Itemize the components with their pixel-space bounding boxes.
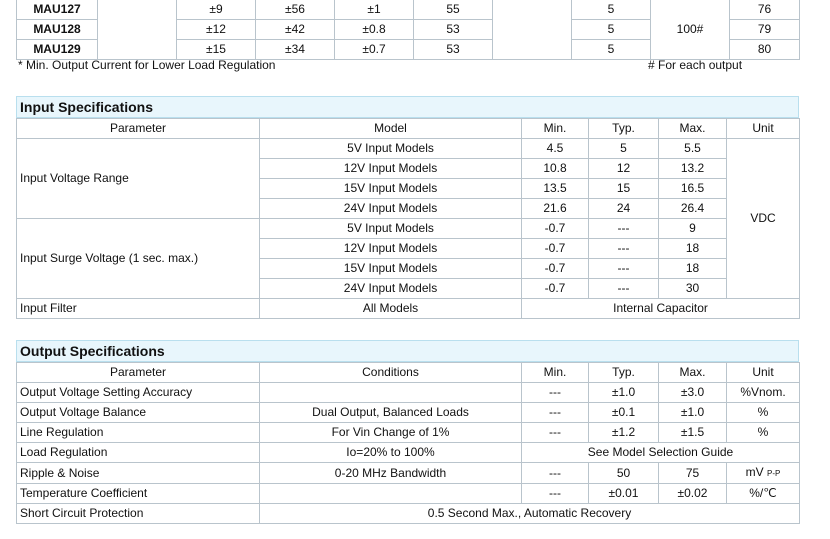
input-spec-table: [16, 118, 800, 319]
table-row: MAU128 ±12 ±42 ±0.8 53 5 79: [17, 20, 800, 40]
model-name: MAU128: [17, 20, 98, 40]
table-row: MAU129 ±15 ±34 ±0.7 53 5 80: [17, 40, 800, 60]
param-input-filter: Input Filter: [17, 299, 260, 319]
table-row: 12V Input Models -0.7 --- 18: [17, 239, 800, 259]
input-spec-title: Input Specifications: [16, 96, 799, 118]
model-table: [16, 0, 800, 60]
table-row: 24V Input Models -0.7 --- 30: [17, 279, 800, 299]
note-each-output: # For each output: [648, 58, 743, 72]
table-row: Input Filter All Models Internal Capacitor: [17, 299, 800, 319]
table-row: Load Regulation Io=20% to 100% See Model Selection Guide: [17, 443, 800, 463]
table-row: Output Voltage Balance Dual Output, Balanced Loads --- ±0.1 ±1.0 %: [17, 403, 800, 423]
table-row: Input Voltage Range 5V Input Models 4.5 5 5.5 VDC: [17, 139, 800, 159]
model-name: MAU127: [17, 0, 98, 20]
table-row: MAU127 ±9 ±56 ±1 55 5 100# 76: [17, 0, 800, 20]
table-row: 24V Input Models 21.6 24 26.4: [17, 199, 800, 219]
param-voltage-range: Input Voltage Range: [17, 139, 260, 219]
table-row: 15V Input Models -0.7 --- 18: [17, 259, 800, 279]
table-row: Temperature Coefficient --- ±0.01 ±0.02 %/℃: [17, 484, 800, 504]
header-row: Parameter Model Min. Typ. Max. Unit: [17, 119, 800, 139]
model-name: MAU129: [17, 40, 98, 60]
merged-value: 100#: [651, 0, 730, 60]
unit-mvpp: mV P-P: [727, 463, 800, 484]
table-row: 12V Input Models 10.8 12 13.2: [17, 159, 800, 179]
table-row: Short Circuit Protection 0.5 Second Max., Automatic Recovery: [17, 504, 800, 524]
table-row: Output Voltage Setting Accuracy --- ±1.0 ±3.0 %Vnom.: [17, 383, 800, 403]
output-spec-table: [16, 362, 800, 524]
table-row: Line Regulation For Vin Change of 1% --- ±1.2 ±1.5 %: [17, 423, 800, 443]
param-surge-voltage: Input Surge Voltage (1 sec. max.): [17, 219, 260, 299]
table-row: Input Surge Voltage (1 sec. max.) 5V Input Models -0.7 --- 9: [17, 219, 800, 239]
table-row: Ripple & Noise 0-20 MHz Bandwidth --- 50 75 mV P-P: [17, 463, 800, 484]
header-row: Parameter Conditions Min. Typ. Max. Unit: [17, 363, 800, 383]
output-spec-title: Output Specifications: [16, 340, 799, 362]
note-min-output: * Min. Output Current for Lower Load Regulation: [18, 58, 276, 72]
unit-vdc: VDC: [727, 139, 800, 299]
table-row: 15V Input Models 13.5 15 16.5: [17, 179, 800, 199]
